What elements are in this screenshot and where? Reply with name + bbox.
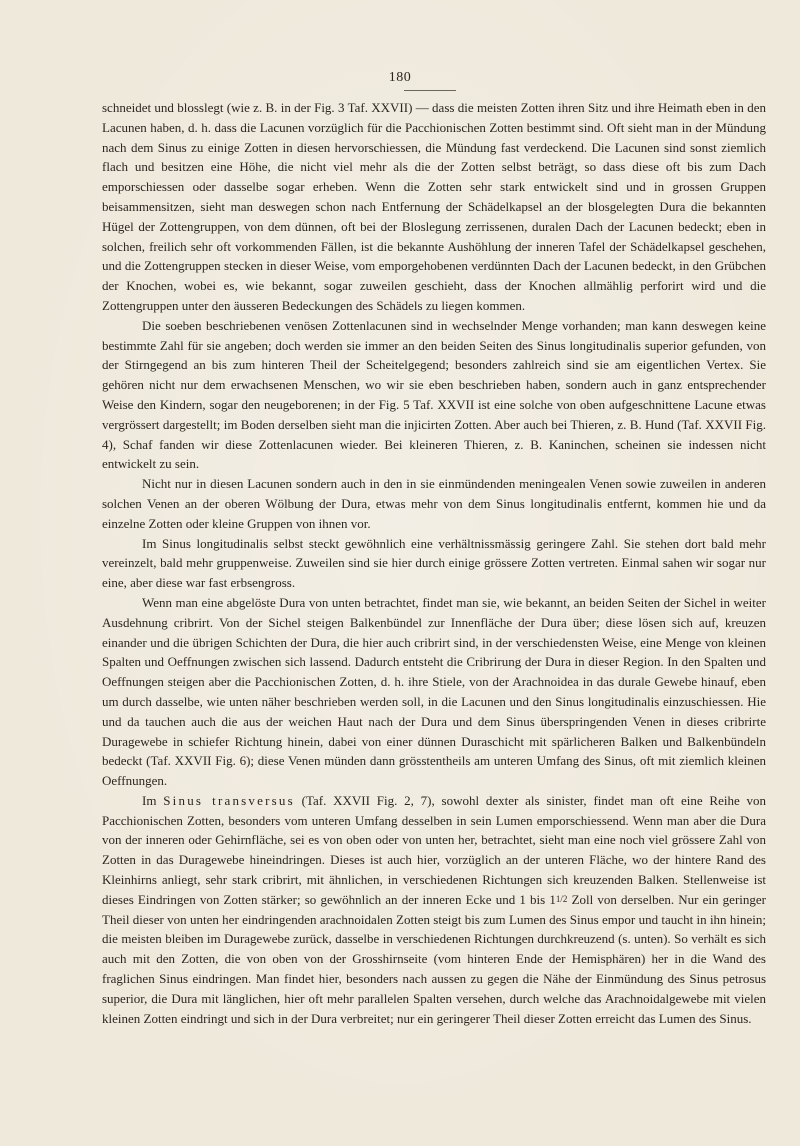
fraction-half: 1/2 <box>555 893 568 904</box>
paragraph-6-lead: Im <box>142 792 157 808</box>
paragraph-6-text-b: Zoll von derselben. Nur ein geringer Theil dieser von unten her eindringenden arachnoidalen Zotten steigt bis zum Lumen des Sinus empor und taucht in ihn hinein; die meisten bleiben im Duragewebe zurück, dasselbe in verschiedenen Richtungen durchkreuzend (s. unten). So verhält es sich auch mit den Zotten, die von oben von der Grosshirnseite (vom hinteren Ende der Hemisphären) her in die Wand des fraglichen Sinus eindringen. Man findet hier, besonders nach aussen zu gegen die Nähe der Einmündung des Sinus petrosus superior, die Dura mit länglichen, hier oft mehr parallelen Spalten versehen, durch welche das Arachnoidalgewebe mit vielen kleinen Zotten eindringt und sich in der Dura verbreitet; nur ein geringerer Theil dieser Zotten erreicht das Lumen des Sinus. <box>102 891 766 1026</box>
paragraph-5: Wenn man eine abgelöste Dura von unten betrachtet, findet man sie, wie bekannt, an beiden Seiten der Sichel in weiter Ausdehnung cribrirt. Von der Sichel steigen Balkenbündel zur Innenfläche der Dura über; diese lösen sich auf, kreuzen einander und die übrigen Schichten der Dura, die hier auch cribrirt sind, in der verschiedensten Weise, eine Menge von kleinen Spalten und Oeffnungen zwischen sich lassend. Dadurch entsteht die Cribrirung der Dura in dieser Region. In den Spalten und Oeffnungen steigen aber die Pacchionischen Zotten, d. h. ihre Stiele, von der Arachnoidea in das durale Gewebe hinauf, eben um durch dasselbe, wie unten näher beschrieben werden soll, in die Lacunen und den Sinus longitudinalis einzuschiessen. Hie und da tauchen auch die aus der weichen Haut nach der Dura und dem Sinus überspringenden Venen in dieses cribrirte Duragewebe in schiefer Richtung hinein, dabei von einer dünnen Duraschicht mit spärlicheren Balken und Balkenbündeln bedeckt (Taf. XXVII Fig. 6); diese Venen münden dann grösstentheils am unteren Umfang des Sinus, oft mit ziemlich kleinen Oeffnungen. <box>102 594 766 789</box>
paragraph-2: Die soeben beschriebenen venösen Zottenlacunen sind in wechselnder Menge vorhanden; man kann deswegen keine bestimmte Zahl für sie angeben; doch werden sie immer an den beiden Seiten des Sinus longitudinalis superior gefunden, von der Stirngegend an bis zum hinteren Theil der Scheitelgegend; besonders zahlreich sind sie am eigentlichen Vertex. Sie gehören nicht nur dem erwachsenen Menschen, wo wir sie eben beschrieben haben, sondern auch in ganz entsprechender Weise den Kindern, sogar den neugeborenen; in der Fig. 5 Taf. XXVII ist eine solche von oben aufgeschnittene Lacune etwas vergrössert dargestellt; im Boden derselben sieht man die injicirten Zotten. Aber auch bei Thieren, z. B. Hund (Taf. XXVII Fig. 4), Schaf fanden wir diese Zottenlacunen wieder. Bei kleineren Thieren, z. B. Kaninchen, scheinen sie indessen nicht entwickelt zu sein. <box>102 317 766 472</box>
paragraph-6-text-a: (Taf. XXVII Fig. 2, 7), sowohl dexter als sinister, findet man oft eine Reihe von Pacchionischen Zotten, besonders vom unteren Umfang desselben in sein Lumen emporschiessend. Wenn man aber die Dura von der inneren oder Gehirnfläche, sei es von oben oder von unten her, betrachtet, sieht man eine noch viel grössere Zahl von Zotten in das Duragewebe hineindringen. Dieses ist auch hier, vorzüglich an der unteren Fläche, wo der hintere Rand des Kleinhirns anliegt, sehr stark cribrirt, mit ähnlichen, in verschiedenen Richtungen sich kreuzenden Balken. Stellenweise ist dieses Eindringen von Zotten stärker; so gewöhnlich an der inneren Ecke und 1 bis 1 <box>102 792 767 907</box>
paragraph-1: schneidet und blosslegt (wie z. B. in der Fig. 3 Taf. XXVII) — dass die meisten Zotten ihren Sitz und ihre Heimath eben in den Lacunen haben, d. h. dass die Lacunen vorzüglich für die Pacchionischen Zotten bestimmt sind. Oft sieht man in der Mündung nach dem Sinus zu einige Zotten in diesen hervorschiessen, die Mündung fast verdeckend. Die Lacunen sind sonst ziemlich flach und besitzen eine Höhe, die nicht viel mehr als die der Zotten selbst beträgt, so dass diese oft bis zum Dach emporschiessen oder dasselbe sogar erheben. Wenn die Zotten sehr stark entwickelt sind und in grossen Gruppen beisammensitzen, sieht man deswegen schon nach Entfernung der Schädelkapsel an der blosgelegten Dura die bekannten Hügel der Zottengruppen, von dem dünnen, oft bei der Bloslegung zerrissenen, duralen Dach der Lacunen bedeckt; eben in solchen, freilich sehr oft vorkommenden Fällen, ist die bekannte Aushöhlung der inneren Tafel der Schädelkapsel geschehen, und die Zottengruppen stecken in dieser Weise, vom emporgehobenen verdünnten Dach der Lacunen bedeckt, in den Grübchen der Knochen, wobei es, wie bekannt, sogar zuweilen geschieht, dass der Knochen allmählig perforirt wird und die Zottengruppen unter den äusseren Bedeckungen des Schädels zu liegen kommen. <box>102 100 766 313</box>
page-number: 180 <box>388 70 412 85</box>
paragraph-4: Im Sinus longitudinalis selbst steckt gewöhnlich eine verhältnissmässig geringere Zahl. Sie stehen dort bald mehr vereinzelt, bald mehr gruppenweise. Zuweilen sind sie hier durch einige grössere Zotten vertreten. Einmal sahen wir sogar nur eine, aber diese war fast erbsengross. <box>102 535 766 591</box>
paragraph-3: Nicht nur in diesen Lacunen sondern auch in den in sie einmündenden meningealen Venen sowie zuweilen in anderen solchen Venen an der oberen Wölbung der Dura, etwas mehr von dem Sinus longitudinalis entfernt, kommen hie und da einzelne Zotten oder kleine Gruppen von ihnen vor. <box>102 476 766 531</box>
paragraph-6 <box>102 791 766 1029</box>
page-number-underline <box>404 90 456 91</box>
sinus-transversus-term: Sinus transversus <box>163 792 295 808</box>
body-text <box>102 98 766 1028</box>
